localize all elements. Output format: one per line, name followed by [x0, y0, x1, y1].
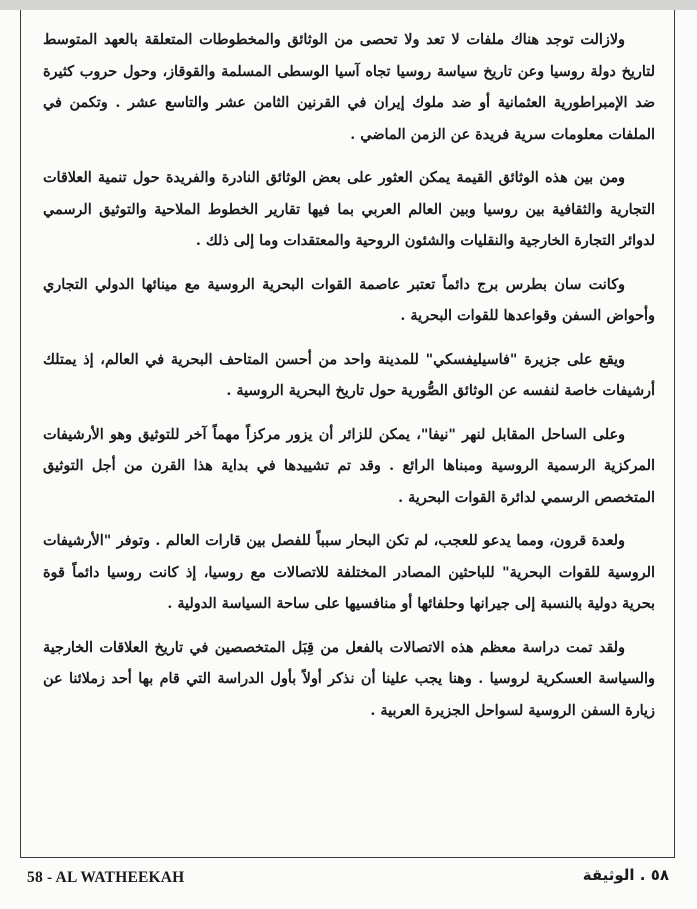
footer-page-number-arabic: ٥٨ . الوثيقة	[582, 866, 669, 884]
paragraph-4: ويقع على جزيرة "فاسيليفسكي" للمدينة واحد من أحسن المتاحف البحرية في العالم، إذ يمتلك أرشيفات خاصة لنفسه عن الوثائق الصُّورية حول تاريخ البحرية الروسية .	[43, 350, 655, 399]
paragraph-1: ولازالت توجد هناك ملفات لا تعد ولا تحصى من الوثائق والمخطوطات المتعلقة بالعهد المتوسط لتاريخ دولة روسيا وعن تاريخ سياسة روسيا تجاه آسيا الوسطى المسلمة والقوقاز، وحول حروب كثيرة ضد الإمبراطورية العثمانية أو ضد ملوك إيران في القرنين الثامن عشر والتاسع عشر . وتكمن في الملفات معلومات سرية فريدة عن الزمن الماضي .	[43, 31, 655, 143]
page-top-band	[0, 0, 697, 10]
paragraph-2: ومن بين هذه الوثائق القيمة يمكن العثور على بعض الوثائق النادرة والفريدة حول تنمية العلاقات التجارية والثقافية بين روسيا وبين العالم العربي بما فيها تقارير الخطوط الملاحية والتوثيق الرسمي لدوائر التجارة الخارجية والنقليات والشئون الروحية والمعتقدات وما إلى ذلك .	[43, 169, 655, 249]
article-body	[43, 24, 655, 738]
footer-page-number-english: 58 - AL WATHEEKAH	[27, 869, 185, 886]
paragraph-6: ولعدة قرون، ومما يدعو للعجب، لم تكن البحار سبباً للفصل بين قارات العالم . وتوفر "الأرشيفات الروسية للقوات البحرية" للباحثين المصادر المختلفة للاتصالات مع روسيا، إذ كانت روسيا دائماً قوة بحرية دولية بالنسبة إلى جيرانها وحلفائها أو منافسيها على ساحة السياسة الدولية .	[43, 532, 655, 612]
paragraph-7: ولقد تمت دراسة معظم هذه الاتصالات بالفعل من قِبَل المتخصصين في تاريخ العلاقات الخارجية والسياسة العسكرية لروسيا . وهنا يجب علينا أن نذكر أولاً بأول الدراسة التي قام بها أحد زملائنا عن زيارة السفن الروسية لسواحل الجزيرة العربية .	[43, 638, 655, 719]
paragraph-5: وعلى الساحل المقابل لنهر "نيفا"، يمكن للزائر أن يزور مركزاً مهماً آخر للتوثيق وهو الأرشيفات المركزية الرسمية الروسية ومبناها الرائع . وقد تم تشييدها في بداية هذا القرن من أجل التوثيق المتخصص الرسمي لدائرة القوات البحرية .	[43, 425, 655, 506]
paragraph-3: وكانت سان بطرس برج دائماً تعتبر عاصمة القوات البحرية الروسية مع مينائها الدولي التجاري وأحواض السفن وقواعدها للقوات البحرية .	[43, 275, 655, 324]
